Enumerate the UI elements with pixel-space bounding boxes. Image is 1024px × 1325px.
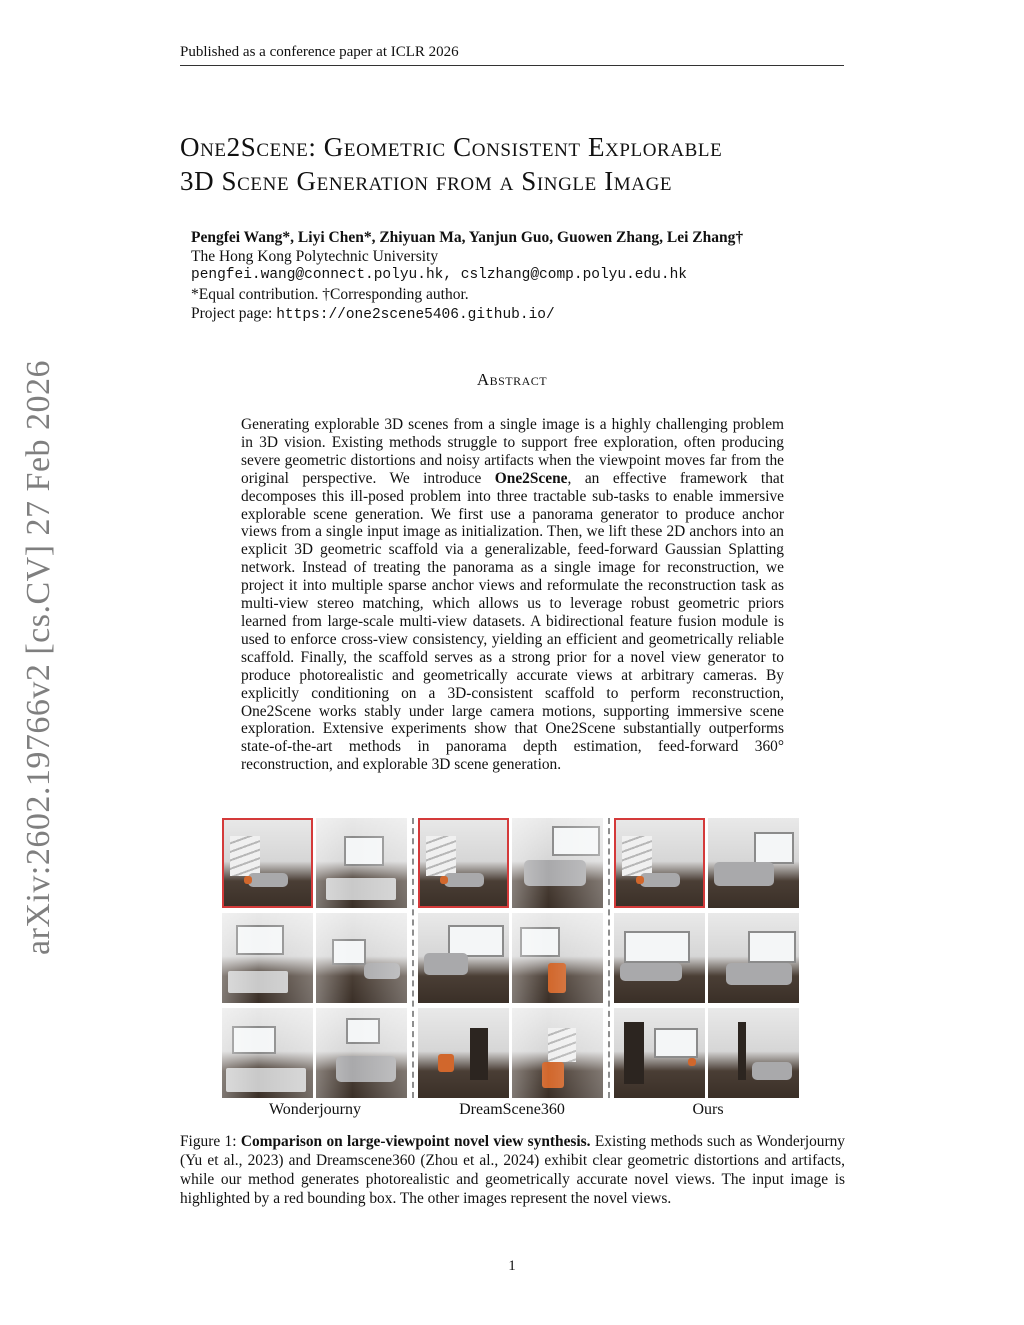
author-emails[interactable]: pengfei.wang@connect.polyu.hk, cslzhang@comp.polyu.edu.hk <box>191 267 687 283</box>
caption-prefix: Figure 1: <box>180 1133 241 1150</box>
abstract-text-end: , an effective framework that decomposes this ill-posed problem into three tractable sub-tasks to enable immersive explorable scene generation. We first use a panorama generator to produce anchor views from a single input image as initialization. Then, we lift these 2D anchors into an explicit 3D geometric scaffold via a generalizable, feed-forward Gaussian Splatting network. Instead of treating the panorama as a single image for reconstruction, we project it into multiple sparse anchor views and reformulate the reconstruction task as multi-view stereo matching, which allows us to leverage robust geometric priors learned from large-scale multi-view datasets. A bidirectional feature fusion module is used to enforce cross-view consistency, yielding an efficient and geometrically reliable scaffold. Finally, the scaffold serves as a strong prior for a novel view generator to produce photorealistic and geometrically accurate views at arbitrary cameras. By explicitly conditioning on a 3D-consistent scaffold to perform reconstruction, One2Scene works stably under large camera motions, supporting immersive scene exploration. Extensive experiments show that One2Scene substantially outperforms state-of-the-art methods in panorama depth estimation, feed-forward 360° reconstruction, and explorable 3D scene generation. <box>241 469 785 774</box>
ours-input-image <box>614 818 705 908</box>
label-wonderjourny: Wonderjourny <box>268 1101 362 1118</box>
dreamscene360-novel-view <box>418 1008 509 1098</box>
arxiv-watermark[interactable]: arXiv:2602.19766v2 [cs.CV] 27 Feb 2026 <box>20 359 57 955</box>
label-dreamscene360: DreamScene360 <box>459 1101 565 1118</box>
ours-novel-view <box>708 913 799 1003</box>
author-names: Pengfei Wang*, Liyi Chen*, Zhiyuan Ma, Yanjun Guo, Guowen Zhang, Lei Zhang† <box>191 229 744 246</box>
dreamscene360-input-image <box>418 818 509 908</box>
wonderjourny-novel-view <box>222 1008 313 1098</box>
wonderjourny-novel-view <box>316 818 407 908</box>
title-line-1: One2Scene: Geometric Consistent Explorable <box>180 132 723 162</box>
abstract-heading: Abstract <box>476 370 548 389</box>
conference-header: Published as a conference paper at ICLR 2026 <box>180 44 844 66</box>
page-number: 1 <box>508 1258 516 1274</box>
abstract-text-start: Generating explorable 3D scenes from a single image is a highly challenging problem in 3D vision. Existing methods struggle to support free exploration, often producing severe geometric distortions and noisy artifacts when the viewpoint moves far from the original perspective. We introduce <box>241 416 784 487</box>
ours-novel-view <box>708 818 799 908</box>
abstract-method-name: One2Scene <box>494 469 568 487</box>
label-ours: Ours <box>692 1101 724 1118</box>
contribution-note: *Equal contribution. †Corresponding author. <box>191 286 469 303</box>
author-block <box>191 228 841 325</box>
wonderjourny-novel-view <box>222 913 313 1003</box>
ours-novel-view <box>614 1008 705 1098</box>
wonderjourny-input-image <box>222 818 313 908</box>
caption-title: Comparison on large-viewpoint novel view synthesis. <box>240 1133 591 1150</box>
column-divider <box>412 818 414 1098</box>
project-page <box>191 304 841 325</box>
dreamscene360-novel-view <box>512 818 603 908</box>
project-page-label: Project page: <box>191 305 273 322</box>
affiliation: The Hong Kong Polytechnic University <box>191 248 439 265</box>
figure-1-caption <box>180 1132 845 1208</box>
figure-1-grid <box>222 818 800 1098</box>
ours-novel-view <box>708 1008 799 1098</box>
dreamscene360-novel-view <box>512 1008 603 1098</box>
dreamscene360-novel-view <box>418 913 509 1003</box>
wonderjourny-novel-view <box>316 1008 407 1098</box>
dreamscene360-novel-view <box>512 913 603 1003</box>
column-divider <box>608 818 610 1098</box>
project-page-link[interactable]: https://one2scene5406.github.io/ <box>276 307 555 323</box>
title-line-2: 3D Scene Generation from a Single Image <box>180 166 673 196</box>
wonderjourny-novel-view <box>316 913 407 1003</box>
abstract-body <box>241 416 784 774</box>
caption-body: Existing methods such as Wonderjourny (Yu et al., 2023) and Dreamscene360 (Zhou et al., 2024) exhibit clear geometric distortions and artifacts, while our method generates photorealistic and geometrically accurate novel views. The input image is highlighted by a red bounding box. The other images represent the novel views. <box>180 1133 846 1207</box>
ours-novel-view <box>614 913 705 1003</box>
paper-title <box>180 130 860 198</box>
